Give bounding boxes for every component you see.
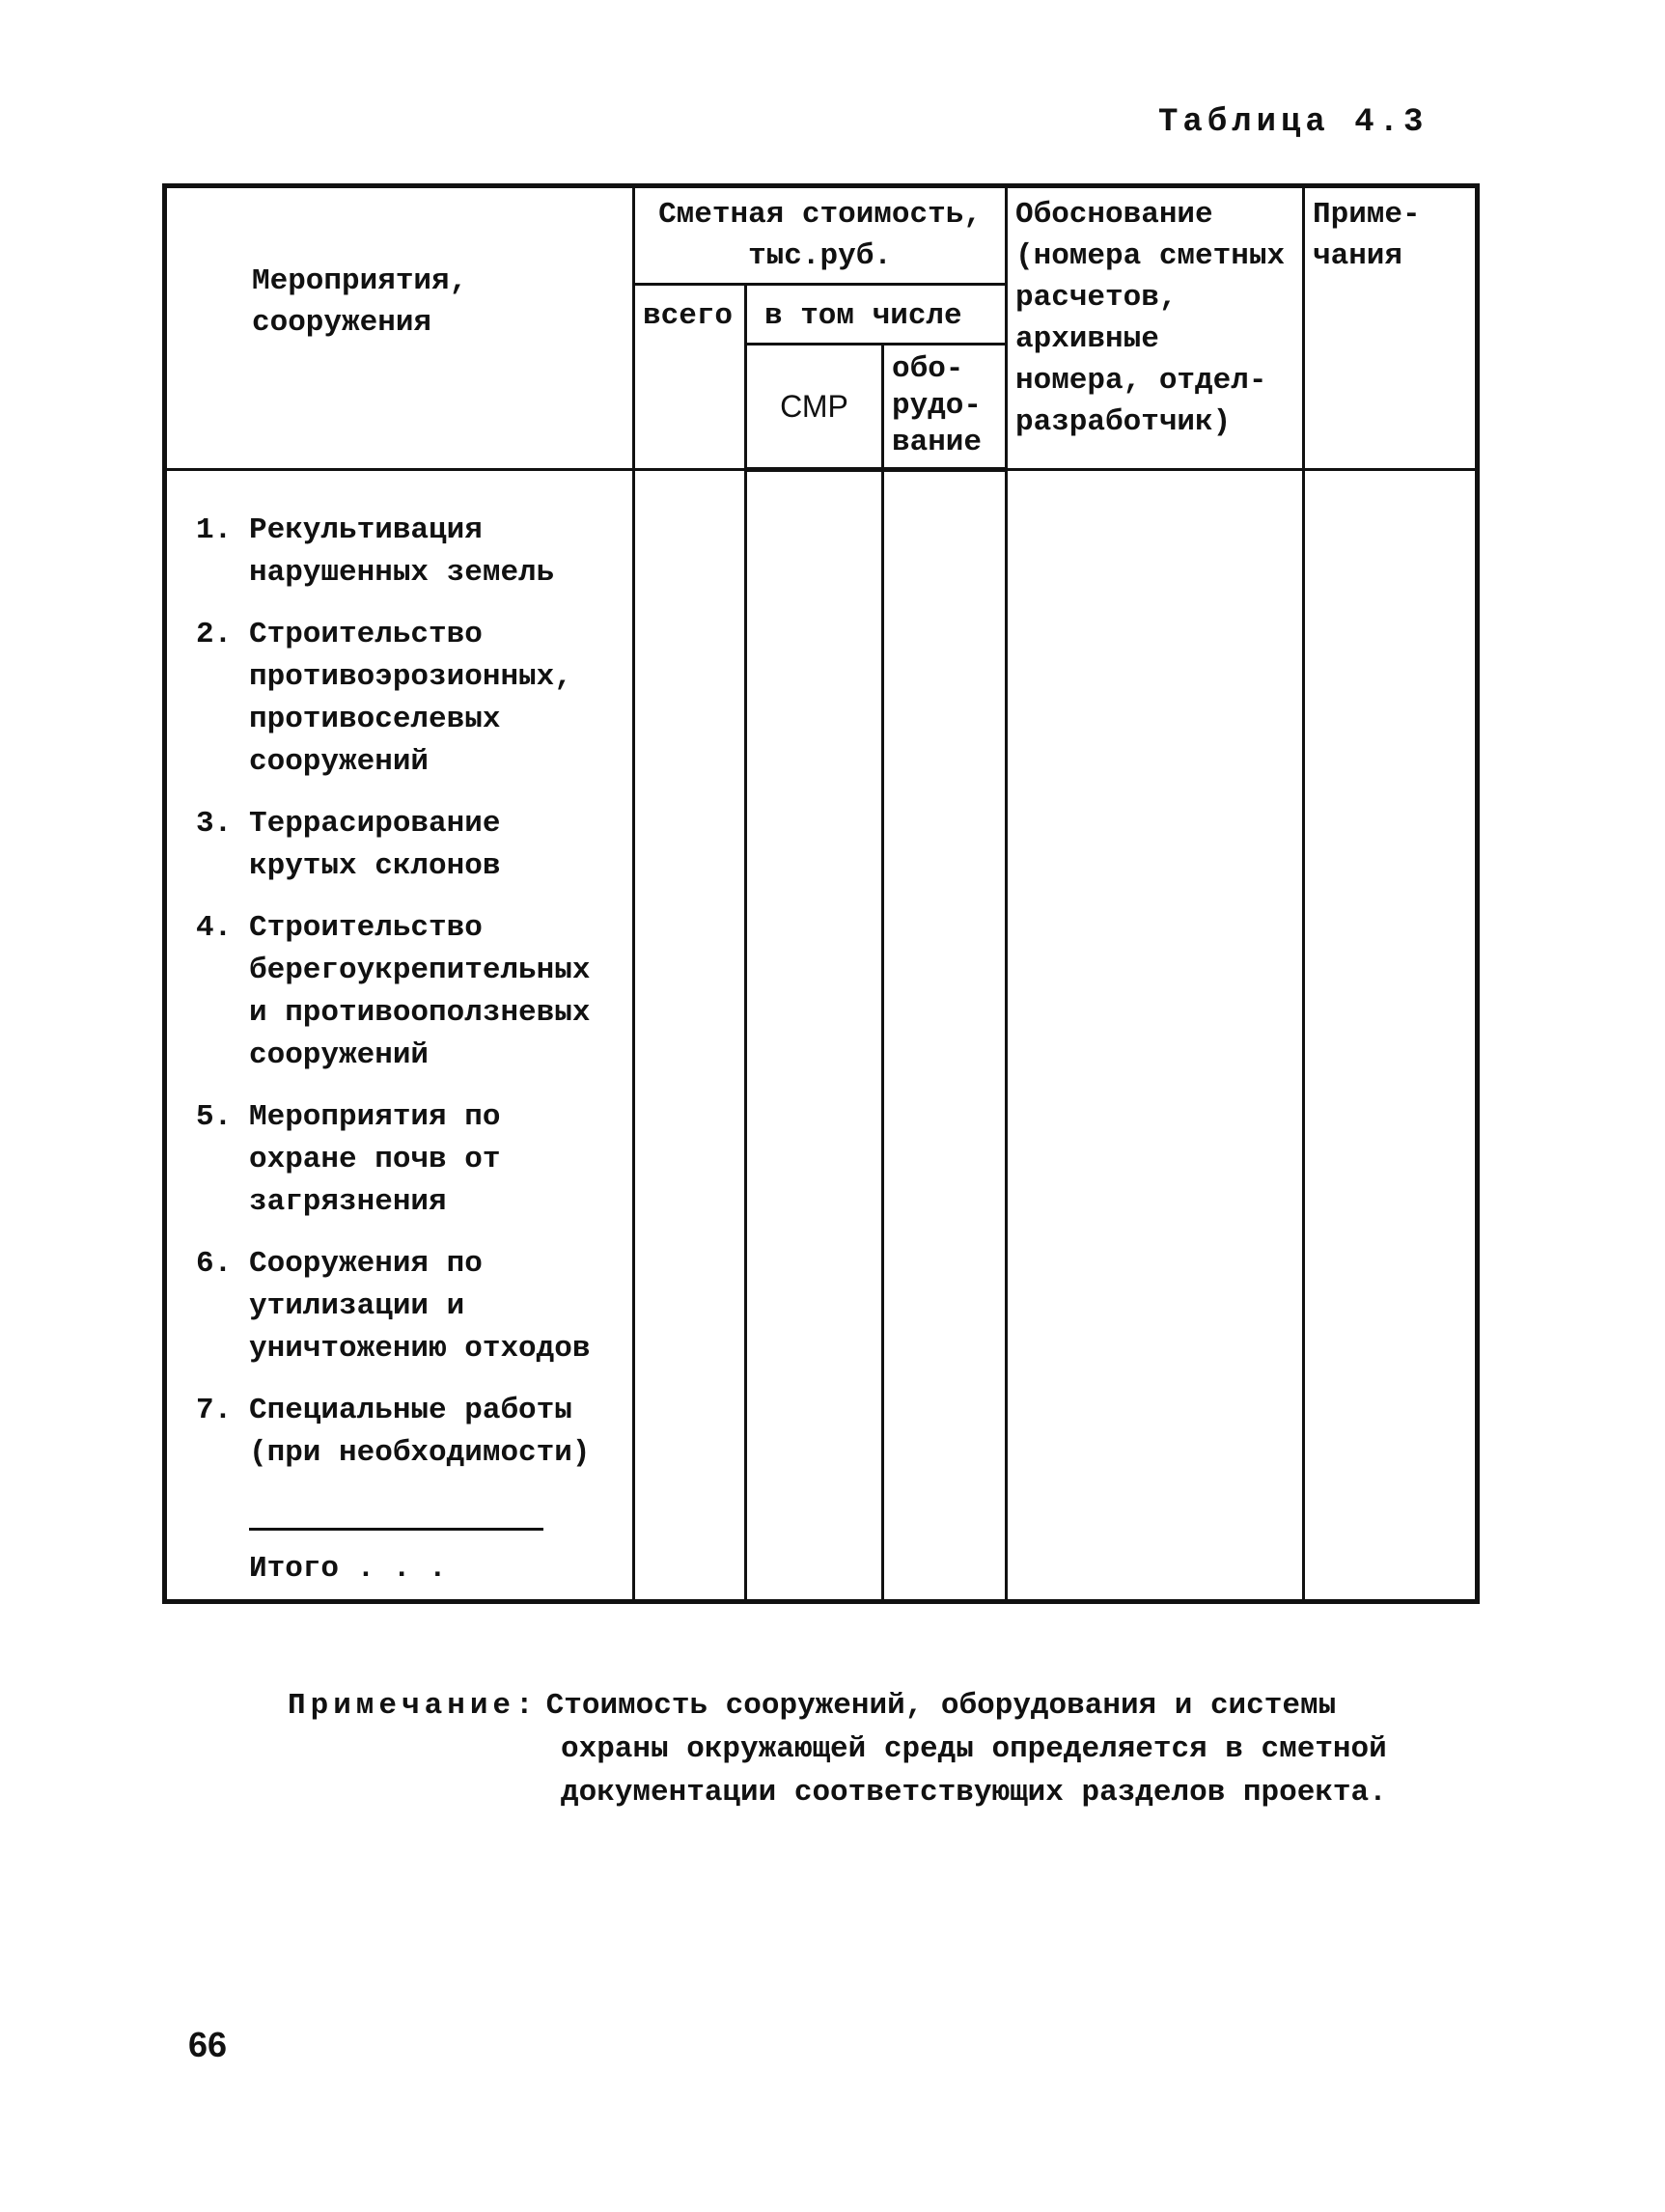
header-including: в том числе	[746, 285, 1007, 345]
cell-smr	[746, 470, 883, 1602]
cost-table-wrapper	[162, 183, 1480, 1604]
note-line: документации соответствующих разделов проекта.	[561, 1776, 1387, 1810]
note-line: Стоимость сооружений, оборудования и системы	[545, 1689, 1337, 1723]
cost-table	[162, 183, 1480, 1604]
header-smr: СМР	[746, 345, 883, 470]
list-item: 4. Строительство берегоукрепительных и противооползневых сооружений	[196, 911, 591, 1072]
header-cost: Сметная стоимость, тыс.руб.	[634, 186, 1007, 285]
list-item: 1. Рекультивация нарушенных земель	[196, 513, 555, 590]
page-number: 66	[188, 2025, 228, 2064]
list-item: 5. Мероприятия по охране почв от загрязнения	[196, 1100, 501, 1219]
note-line: охраны окружающей среды определяется в сметной	[561, 1732, 1387, 1766]
header-equipment: обо-рудо-вание	[883, 345, 1007, 470]
footnote	[288, 1684, 1446, 1814]
cell-total	[634, 470, 746, 1602]
header-measures: Мероприятия, сооружения	[165, 186, 634, 470]
list-item: 3. Террасирование крутых склонов	[196, 807, 501, 883]
cell-equipment	[883, 470, 1007, 1602]
cell-notes	[1304, 470, 1478, 1602]
header-notes: Приме-чания	[1304, 186, 1478, 470]
list-item: 6. Сооружения по утилизации и уничтожению отходов	[196, 1247, 591, 1366]
items-cell	[165, 470, 634, 1602]
header-total: всего	[634, 285, 746, 470]
note-label: Примечание:	[288, 1689, 539, 1723]
total-label: Итого . . .	[249, 1552, 447, 1586]
list-item: 7. Специальные работы (при необходимости)	[196, 1394, 591, 1470]
cell-basis	[1007, 470, 1304, 1602]
header-basis: Обоснование (номера сметных расчетов, архивные номера, отдел-разработчик)	[1007, 186, 1304, 470]
total-divider	[249, 1528, 543, 1531]
table-caption: Таблица 4.3	[1158, 104, 1429, 141]
list-item: 2. Строительство противоэрозионных, противоселевых сооружений	[196, 618, 572, 779]
